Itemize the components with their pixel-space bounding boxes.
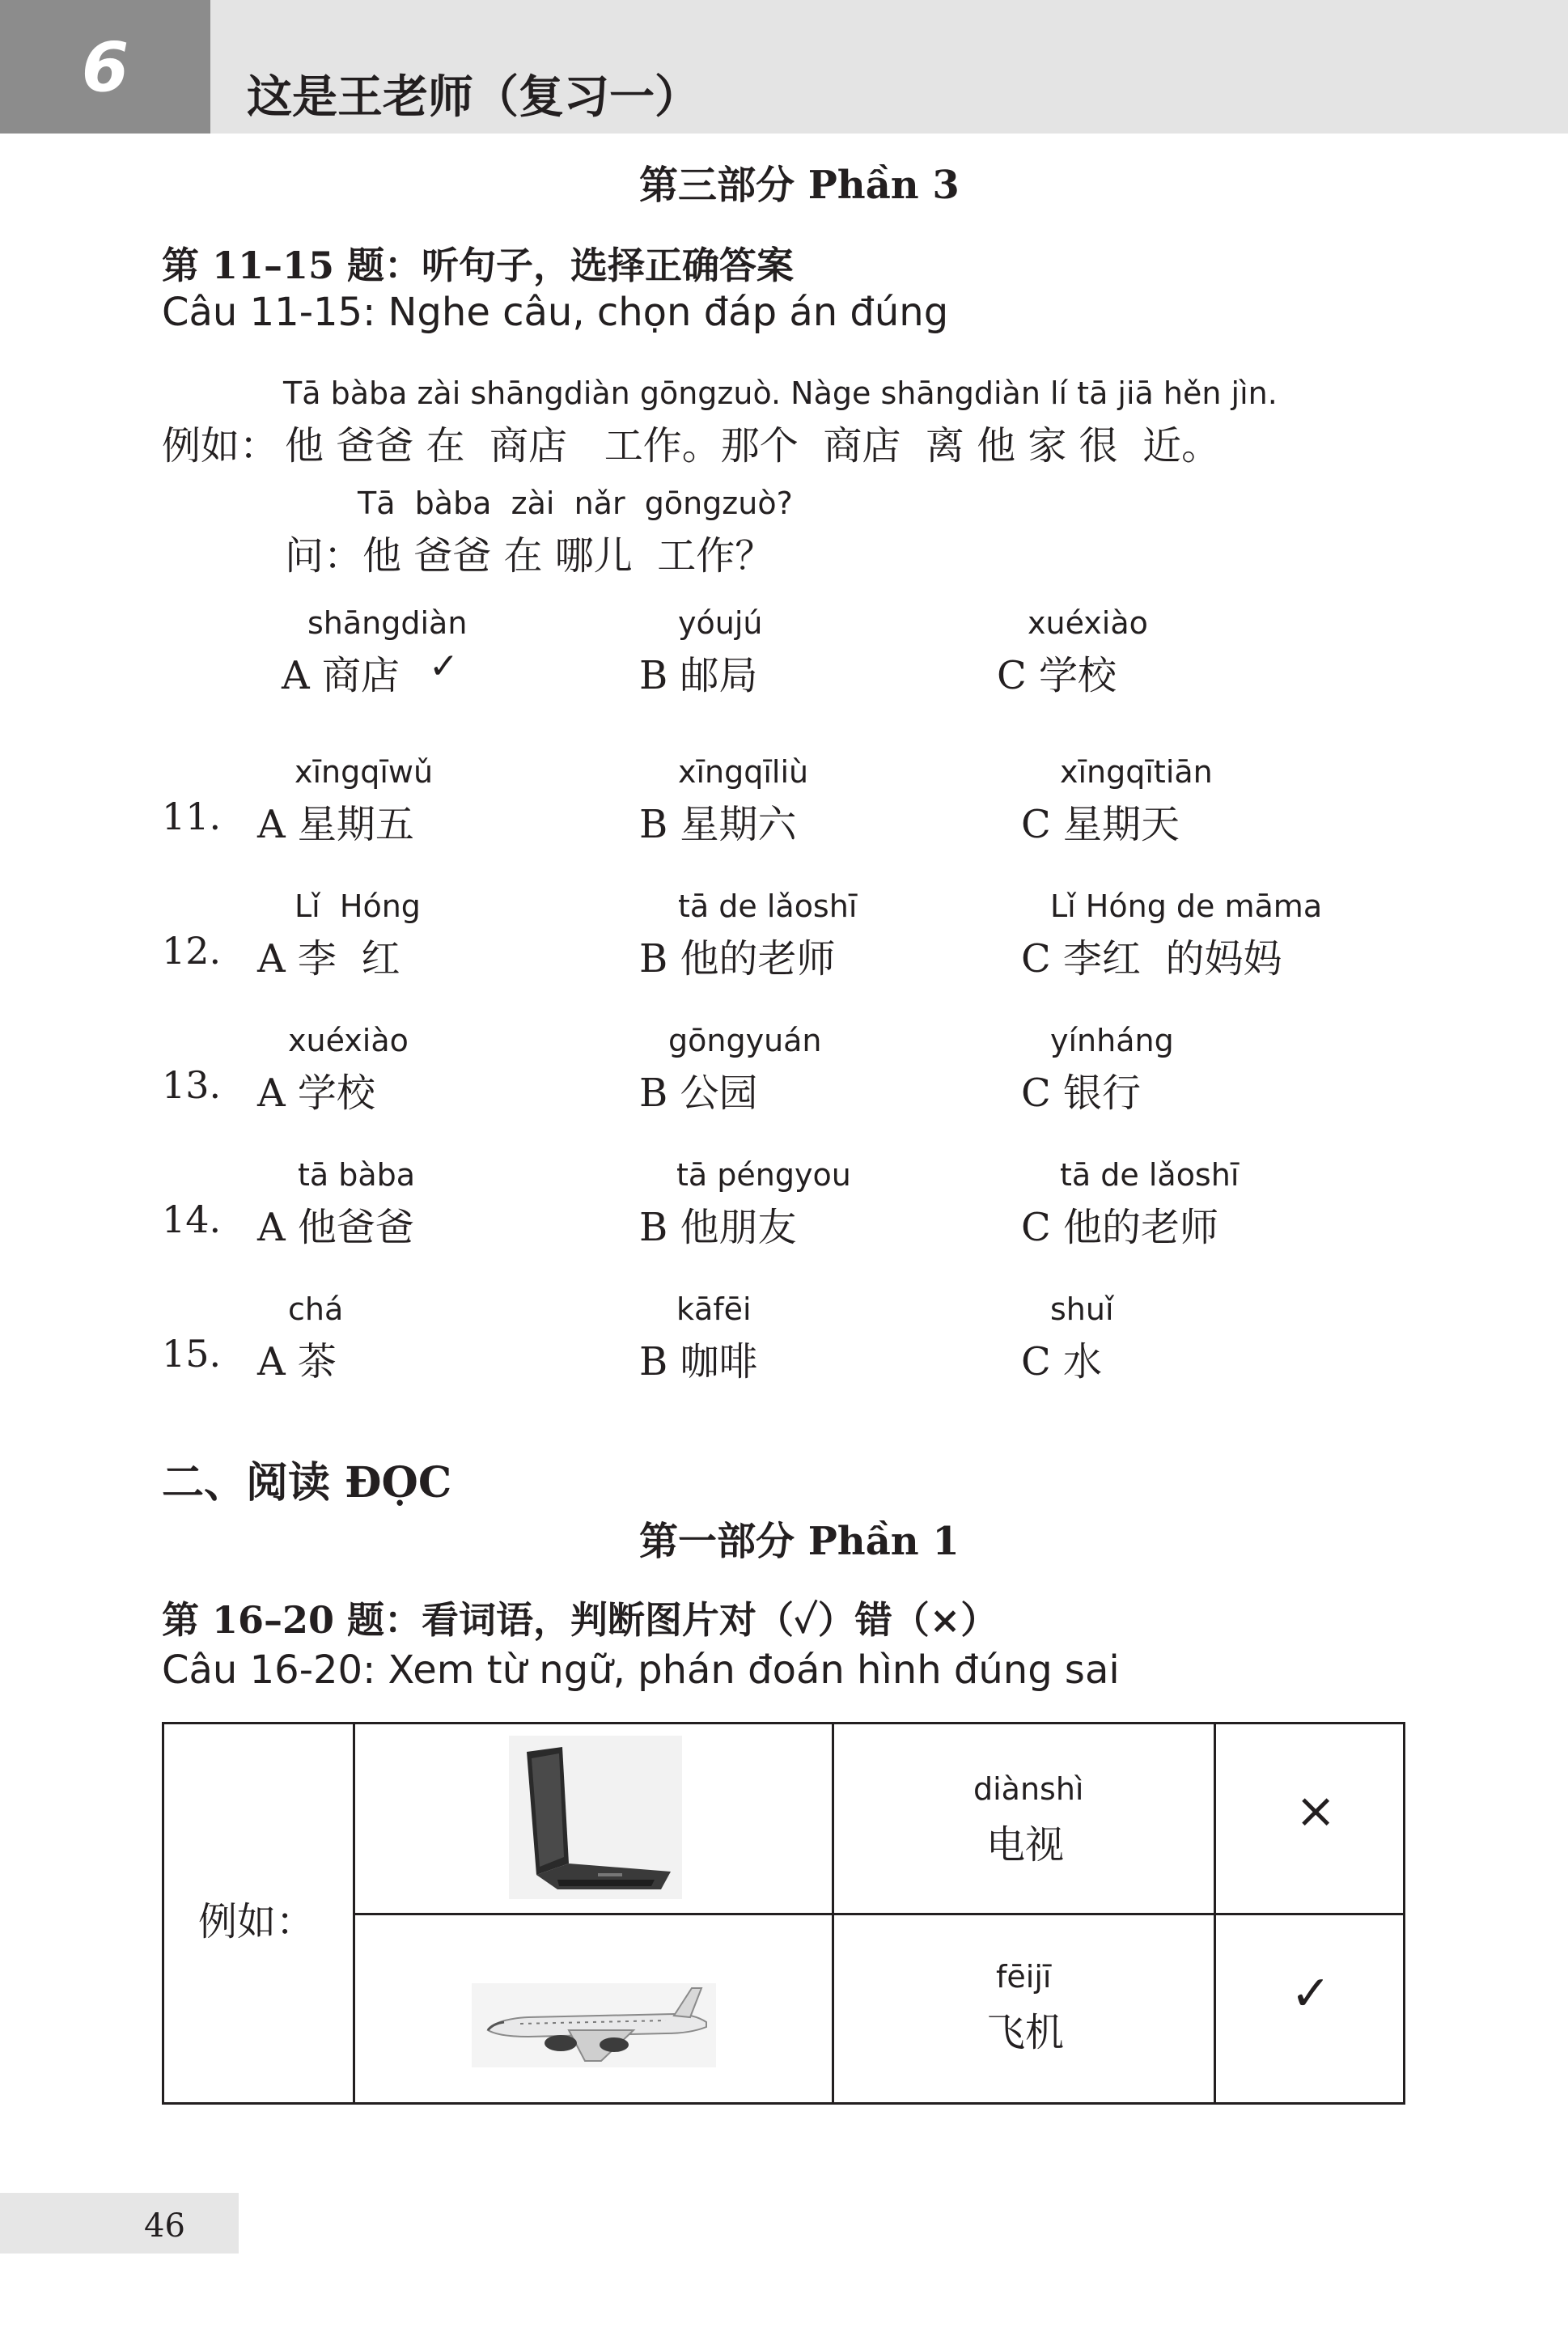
q12-option-c-pinyin: Lǐ Hóng de māma [1050,888,1323,924]
q12-option-b[interactable]: B 他的老师 [639,936,836,982]
table-row1-word: 电视 [986,1822,1065,1868]
q12-option-b-pinyin: tā de lǎoshī [678,888,858,924]
q14-option-b[interactable]: B 他朋友 [639,1205,797,1250]
example-sentence-zh: 他 爸爸 在 商店 工作。那个 商店 离 他 家 很 近。 [285,423,1221,469]
q12-option-a-pinyin: Lǐ Hóng [295,888,421,924]
q15-option-c-pinyin: shuǐ [1050,1291,1114,1327]
example-option-c: C 学校 [997,653,1117,698]
lesson-number: 6 [81,27,129,107]
q11-option-a[interactable]: A 星期五 [257,802,414,847]
part3-instruction-zh: 第 11–15 题：听句子，选择正确答案 [162,244,795,287]
laptop-icon [509,1736,682,1899]
q13-option-b[interactable]: B 公园 [639,1071,758,1116]
q14-option-a[interactable]: A 他爸爸 [257,1205,414,1250]
example-option-pinyin: shāngdiàn [307,605,468,641]
q13-number: 13. [162,1063,222,1107]
cross-mark-icon: × [1295,1783,1337,1839]
check-mark-icon: ✓ [1290,1965,1332,2022]
q14-option-a-pinyin: tā bàba [298,1157,416,1193]
table-row2-pinyin: fēijī [996,1959,1052,1995]
q11-number: 11. [162,795,222,838]
q13-option-a[interactable]: A 学校 [257,1071,375,1116]
q15-option-b[interactable]: B 咖啡 [639,1339,758,1384]
q11-option-c[interactable]: C 星期天 [1021,802,1180,847]
q11-option-b[interactable]: B 星期六 [639,802,797,847]
q15-option-a[interactable]: A 茶 [257,1339,337,1384]
airplane-icon [472,1983,716,2067]
q11-option-b-pinyin: xīngqīliù [678,754,809,790]
q15-option-b-pinyin: kāfēi [676,1291,752,1327]
example-label: 例如： [162,423,279,469]
laptop-image [509,1736,682,1899]
q15-option-a-pinyin: chá [288,1291,344,1327]
table-row-divider [354,1913,1403,1915]
example-question-zh: 问：他 爸爸 在 哪儿 工作？ [285,533,774,579]
q11-option-c-pinyin: xīngqītiān [1060,754,1213,790]
check-mark-icon: ✓ [429,646,459,687]
q13-option-c-pinyin: yínháng [1050,1023,1174,1058]
footer-box [0,2193,239,2254]
q15-number: 15. [162,1332,222,1376]
example-option-pinyin: yóujú [678,605,763,641]
reading-section-title: 二、阅读 ĐỌC [162,1458,452,1507]
q14-option-b-pinyin: tā péngyou [676,1157,851,1193]
q14-option-c[interactable]: C 他的老师 [1021,1205,1218,1250]
table-example-label: 例如： [198,1899,316,1944]
q12-number: 12. [162,929,222,973]
q13-option-a-pinyin: xuéxiào [288,1023,409,1058]
example-option-b: B 邮局 [639,653,758,698]
part3-instruction-vi: Câu 11-15: Nghe câu, chọn đáp án đúng [162,290,949,335]
airplane-image [472,1983,716,2067]
q12-option-a[interactable]: A 李 红 [257,936,400,982]
reading-part-title: 第一部分 Phần 1 [639,1519,960,1564]
example-table [162,1722,1405,2105]
q14-option-c-pinyin: tā de lǎoshī [1060,1157,1240,1193]
q15-option-c[interactable]: C 水 [1021,1339,1102,1384]
part3-title: 第三部分 Phần 3 [639,163,960,208]
example-question-pinyin: Tā bàba zài nǎr gōngzuò? [358,485,793,521]
q13-option-b-pinyin: gōngyuán [668,1023,822,1058]
q13-option-c[interactable]: C 银行 [1021,1071,1141,1116]
header-bar [0,0,1568,134]
q14-number: 14. [162,1198,222,1241]
table-row2-word: 飞机 [986,2010,1065,2055]
reading-instruction-zh: 第 16–20 题：看词语，判断图片对（✓）错（×） [162,1598,998,1642]
q11-option-a-pinyin: xīngqīwǔ [295,754,434,790]
table-row1-pinyin: diànshì [973,1771,1084,1807]
q12-option-c[interactable]: C 李红 的妈妈 [1021,936,1282,982]
example-option-a: A 商店 [282,653,400,698]
example-option-pinyin: xuéxiào [1028,605,1148,641]
reading-instruction-vi: Câu 16-20: Xem từ ngữ, phán đoán hình đúng sai [162,1647,1120,1693]
example-sentence-pinyin: Tā bàba zài shāngdiàn gōngzuò. Nàge shāngdiàn lí tā jiā hěn jìn. [283,375,1278,411]
lesson-title: 这是王老师（复习一） [247,71,700,124]
page-number: 46 [144,2207,185,2245]
